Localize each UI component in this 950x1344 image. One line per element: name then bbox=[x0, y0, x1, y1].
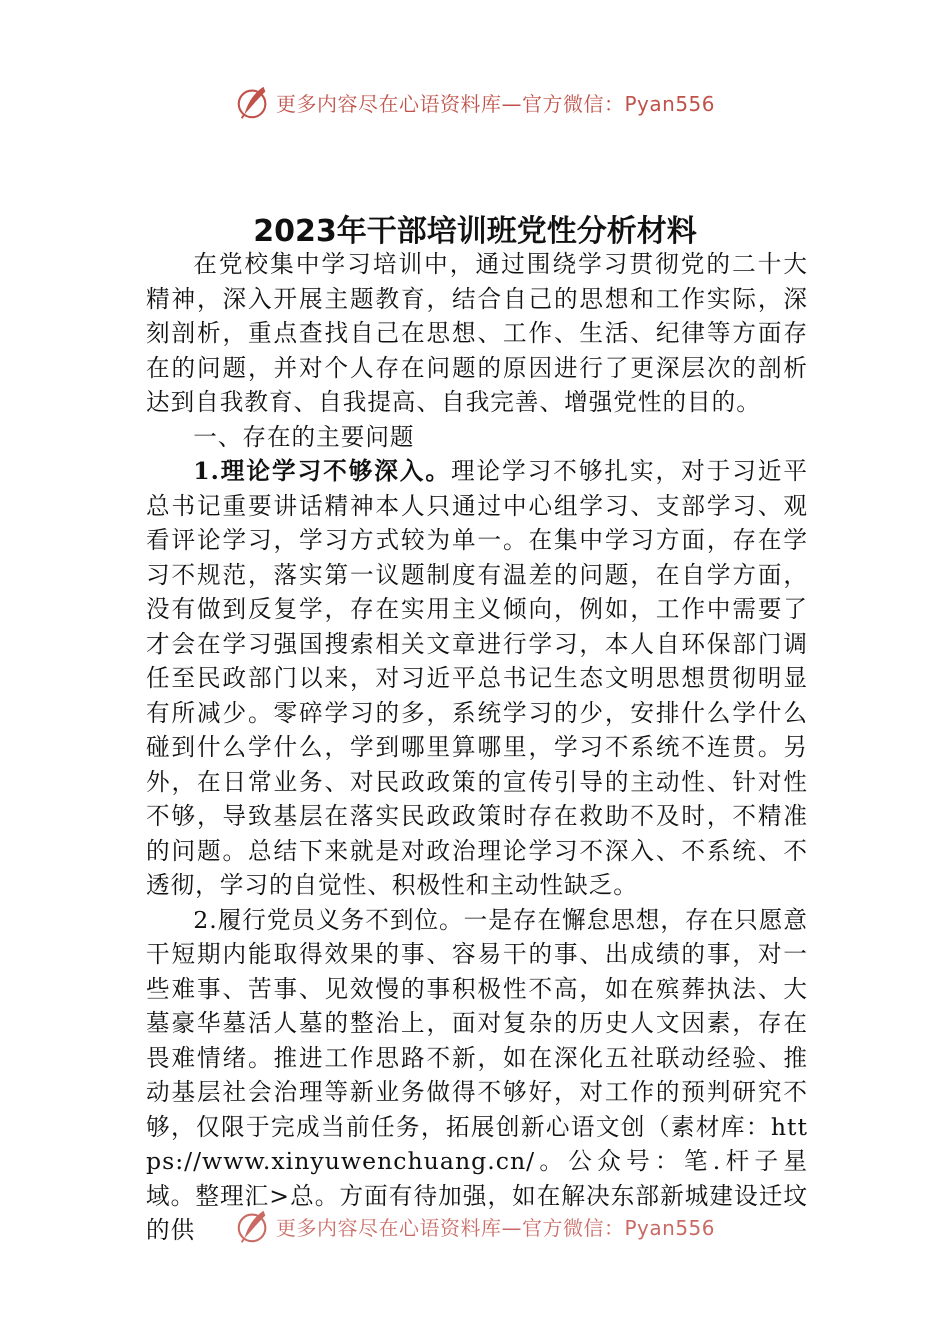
document-title: 2023年干部培训班党性分析材料 bbox=[253, 214, 697, 250]
section-heading: 一、存在的主要问题 bbox=[193, 422, 415, 451]
quill-pen-icon bbox=[234, 1207, 272, 1245]
item-1-paragraph bbox=[146, 454, 808, 903]
watermark-text: 更多内容尽在心语资料库—官方微信：Pyan556 bbox=[276, 1215, 716, 1240]
header-watermark bbox=[234, 82, 715, 122]
watermark-text: 更多内容尽在心语资料库—官方微信：Pyan556 bbox=[276, 91, 716, 116]
item-1-body: 理论学习不够扎实，对于习近平总书记重要讲话精神本人只通过中心组学习、支部学习、观看评论学习，学习方式较为单一。在集中学习方面，存在学习不规范，落实第一议题制度有温差的问题，在自学方面，没有做到反复学，存在实用主义倾向，例如，工作中需要了才会在学习强国搜索相关文章进行学习，本人自环保部门调任至民政部门以来，对习近平总书记生态文明思想贯彻明显有所减少。零碎学习的多，系统学习的少，安排什么学什么碰到什么学什么，学到哪里算哪里，学习不系统不连贯。另外，在日常业务、对民政政策的宣传引导的主动性、针对性不够，导致基层在落实民政政策时存在救助不及时，不精准的问题。总结下来就是对政治理论学习不深入、不系统、不透彻，学习的自觉性、积极性和主动性缺乏。 bbox=[146, 457, 808, 899]
intro-paragraph: 在党校集中学习培训中，通过围绕学习贯彻党的二十大精神，深入开展主题教育，结合自己的思想和工作实际，深刻剖析，重点查找自己在思想、工作、生活、纪律等方面存在的问题，并对个人存在问题的原因进行了更深层次的剖析达到自我教育、自我提高、自我完善、增强党性的目的。 bbox=[146, 250, 808, 416]
item-1-lead: 1.理论学习不够深入。 bbox=[193, 457, 451, 485]
quill-pen-icon bbox=[234, 83, 272, 121]
item-2-paragraph: 2.履行党员义务不到位。一是存在懈怠思想，存在只愿意干短期内能取得效果的事、容易干的事、出成绩的事，对一些难事、苦事、见效慢的事积极性不高，如在殡葬执法、大墓豪华墓活人墓的整治上，面对复杂的历史人文因素，存在畏难情绪。推进工作思路不新，如在深化五社联动经验、推动基层社会治理等新业务做得不够好，对工作的预判研究不够，仅限于完成当前任务，拓展创新心语文创（素材库：https://www.xinyuwenchuang.cn/。公众号：笔.杆子星域。整理汇>总。方面有待加强，如在解决东部新城建设迁坟的供 bbox=[146, 905, 808, 1244]
footer-watermark bbox=[234, 1206, 715, 1246]
